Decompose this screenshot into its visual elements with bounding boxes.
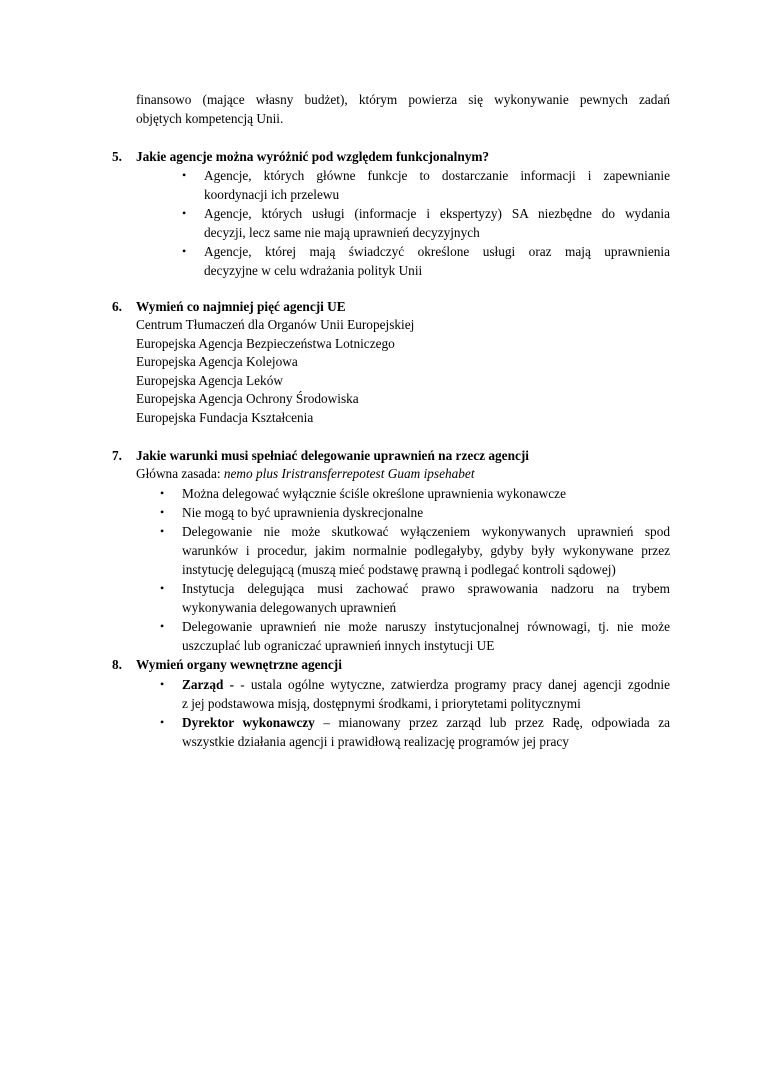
q7-principle [136,465,475,484]
question-5-heading [112,147,489,166]
question-6-title: Wymień co najmniej pięć agencji UE [136,299,346,314]
bullet-icon: • [182,244,187,258]
q8-bullet-1-line-1 [182,675,670,694]
q5-bullet-3-line-2: decyzyjne w celu wdrażania polityk Unii [204,263,423,278]
bullet-icon: • [160,619,165,633]
question-5-title: Jakie agencje można wyróżnić pod względem funkcjonalnym? [136,149,490,164]
question-7-number: 7. [112,448,122,463]
agency-item: Europejska Agencja Kolejowa [136,354,298,369]
q8-bullet-1-line-2: z jej podstawowa misją, dostępnymi środkami, i priorytetami politycznymi [182,696,581,711]
q8-bullet-1-desc: - ustala ogólne wytyczne, zatwierdza programy pracy danej agencji zgodnie [234,677,670,692]
principle-text: nemo plus Iristransferrepotest Guam ipsehabet [223,466,475,481]
bullet-icon: • [160,505,165,519]
agency-item: Europejska Agencja Bezpieczeństwa Lotniczego [136,335,395,351]
q5-bullet-3-line-1: Agencje, której mają świadczyć określone usługi oraz mają uprawnienia [204,244,670,259]
q5-bullet-2-line-2: decyzji, lecz same nie mają uprawnień decyzyjnych [204,225,480,240]
question-6-number: 6. [112,299,122,314]
q7-bullet-1-line-1: Można delegować wyłącznie ściśle określone uprawnienia wykonawcze [182,486,566,501]
bullet-icon: • [182,206,187,220]
intro-paragraph [136,90,670,128]
q8-bullet-2-desc: – mianowany przez zarząd lub przez Radę, odpowiada za [314,715,670,730]
q8-bullet-2-line-2: wszystkie działania agencji i prawidłową realizację programów jej pracy [182,734,569,749]
bullet-icon: • [160,581,165,595]
question-7-heading [112,446,529,465]
principle-label: Główna zasada: [136,466,224,481]
bullet-icon: • [160,715,165,729]
q5-bullet-1-line-2: koordynacji ich przelewu [204,187,340,202]
agency-item: Europejska Fundacja Kształcenia [136,409,314,425]
intro-line-2: objętych kompetencją Unii. [136,111,284,126]
bullet-icon: • [182,168,187,182]
agency-item: Centrum Tłumaczeń dla Organów Unii Europejskiej [136,317,415,332]
intro-line-1: finansowo (mające własny budżet), którym powierza się wykonywanie pewnych zadań [136,92,670,107]
bullet-icon: • [160,486,165,500]
q7-bullet-5-line-2: uszczuplać lub ograniczać uprawnień innych instytucji UE [182,638,495,653]
q7-bullet-3-line-3: instytucję delegującą (muszą mieć podstawę prawną i podlegać kontroli sądowej) [182,562,616,577]
question-5-number: 5. [112,149,122,164]
question-8-heading [112,655,342,674]
organ-term-director: Dyrektor wykonawczy [182,715,315,730]
q7-bullet-2-line-1: Nie mogą to być uprawnienia dyskrecjonalne [182,505,424,520]
agency-item: Europejska Agencja Ochrony Środowiska [136,391,359,406]
q7-bullet-4-line-1: Instytucja delegująca musi zachować prawo sprawowania nadzoru na trybem [182,581,670,596]
bullet-icon: • [160,524,165,538]
agency-item: Europejska Agencja Leków [136,372,283,388]
question-7-title: Jakie warunki musi spełniać delegowanie uprawnień na rzecz agencji [136,448,529,463]
q6-list [136,316,414,427]
organ-term-board: Zarząd - [182,677,234,692]
q5-bullet-1-line-1: Agencje, których główne funkcje to dostarczanie informacji i zapewnianie [204,168,670,183]
q7-bullet-4-line-2: wykonywania delegowanych uprawnień [182,600,397,615]
question-6-heading [112,297,346,316]
q7-bullet-3-line-2: warunków i procedur, jakim normalnie podlegałyby, gdyby były wykonywane przez [182,543,670,558]
question-8-title: Wymień organy wewnętrzne agencji [136,657,342,672]
q7-bullet-5-line-1: Delegowanie uprawnień nie może naruszy instytucjonalnej równowagi, tj. nie może [182,619,670,634]
q7-bullet-3-line-1: Delegowanie nie może skutkować wyłączeniem wykonywanych uprawnień spod [182,524,670,539]
q8-bullet-2-line-1 [182,713,670,732]
q5-bullet-2-line-1: Agencje, których usługi (informacje i ekspertyzy) SA niezbędne do wydania [204,206,670,221]
question-8-number: 8. [112,657,122,672]
bullet-icon: • [160,677,165,691]
